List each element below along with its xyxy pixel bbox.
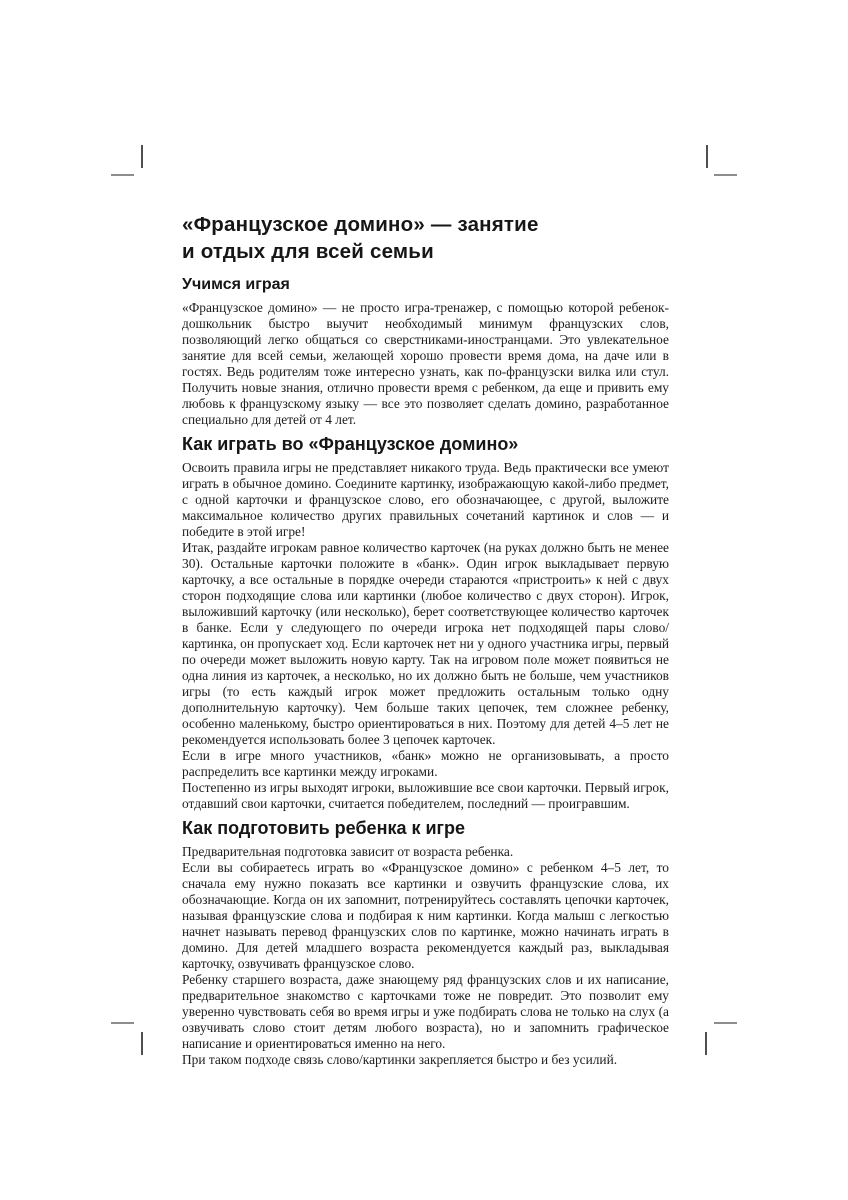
paragraph: Постепенно из игры выходят игроки, выложившие все свои карточки. Первый игрок, отдавший свои карточки, считается победителем, последний — проигравшим.	[182, 780, 669, 811]
crop-mark-bottom-left-horizontal	[111, 1022, 134, 1024]
paragraph: Если в игре много участников, «банк» можно не организовывать, а просто распределить все картинки между игроками.	[182, 748, 669, 779]
paragraph: Предварительная подготовка зависит от возраста ребенка.	[182, 844, 514, 859]
text-column	[182, 211, 669, 1068]
paragraph: Освоить правила игры не представляет никакого труда. Ведь практически все умеют играть в обычное домино. Соедините картинку, изображающую какой-либо предмет, с одной карточки и французское слово, его обозначающее, с другой, выложите максимальное количество других правильных сочетаний картинок и слов — и победите в этой игре!	[182, 460, 669, 539]
paragraph: «Французское домино» — не просто игра-тренажер, с помощью которой ребенок-дошкольник быстро выучит необходимый минимум французских слов, позволяющий легко общаться со сверстниками-иностранцами. Это увлекательное занятие для всей семьи, желающей хорошо провести время дома, на даче или в гостях. Ведь родителям тоже интересно узнать, как по-французски вилка или стул. Получить новые знания, отлично провести время с ребенком, да еще и привить ему любовь к французскому языку — все это позволяет сделать домино, разработанное специально для детей от 4 лет.	[182, 300, 669, 427]
crop-mark-top-right-horizontal	[714, 174, 737, 176]
paragraph: Если вы собираетесь играть во «Французское домино» с ребенком 4–5 лет, то сначала ему нужно показать все картинки и озвучить французские слова, их обозначающие. Когда он их запомнит, потренируйтесь составлять цепочки карточек, называя французские слова и подбирая к ним картинки. Когда малыш с легкостью начнет называть перевод французских слов по картинке, можно начинать играть в домино. Для детей младшего возраста рекомендуется каждый раз, выкладывая карточку, озвучивать французское слово.	[182, 860, 669, 971]
page-title-line-1: «Французское домино» — занятие	[182, 213, 539, 236]
section-heading-how-to-prepare-child: Как подготовить ребенка к игре	[182, 818, 466, 838]
crop-mark-top-right-vertical	[706, 145, 708, 168]
section-heading-learning-by-playing: Учимся играя	[182, 276, 290, 293]
paragraph: При таком подходе связь слово/картинки закрепляется быстро и без усилий.	[182, 1052, 618, 1067]
section-heading-how-to-play: Как играть во «Французское домино»	[182, 434, 519, 454]
crop-mark-top-left-vertical	[141, 145, 143, 168]
page-title	[182, 211, 669, 265]
crop-mark-bottom-left-vertical	[141, 1032, 143, 1055]
page-title-line-2: и отдых для всей семьи	[182, 240, 434, 263]
crop-mark-bottom-right-horizontal	[714, 1022, 737, 1024]
paragraph: Итак, раздайте игрокам равное количество карточек (на руках должно быть не менее 30). Остальные карточки положите в «банк». Один игрок выкладывает первую карточку, а все остальные в порядке очереди стараются «пристроить» к ней с двух сторон подходящие слова или картинки (любое количество с двух сторон). Игрок, выложивший карточку (или несколько), берет соответствующее количество карточек в банке. Если у следующего по очереди игрока нет подходящей пары слово/картинка, он пропускает ход. Если карточек нет ни у одного участника игры, первый по очереди может выложить новую карту. Так на игровом поле может появиться не одна линия из карточек, а несколько, но их должно быть не больше, чем участников игры (то есть каждый игрок может предложить остальным только одну дополнительную карточку). Чем больше таких цепочек, тем сложнее ребенку, особенно маленькому, быстро ориентироваться в них. Поэтому для детей 4–5 лет не рекомендуется использовать более 3 цепочек карточек.	[182, 540, 669, 747]
crop-mark-bottom-right-vertical	[705, 1032, 707, 1055]
crop-mark-top-left-horizontal	[111, 174, 134, 176]
paragraph: Ребенку старшего возраста, даже знающему ряд французских слов и их написание, предварительное знакомство с карточками тоже не повредит. Это позволит ему уверенно чувствовать себя во время игры и уже подбирать слова не только на слух (а озвучивать слово стоит детям любого возраста), но и запомнить графическое написание и ориентироваться именно на него.	[182, 972, 669, 1051]
